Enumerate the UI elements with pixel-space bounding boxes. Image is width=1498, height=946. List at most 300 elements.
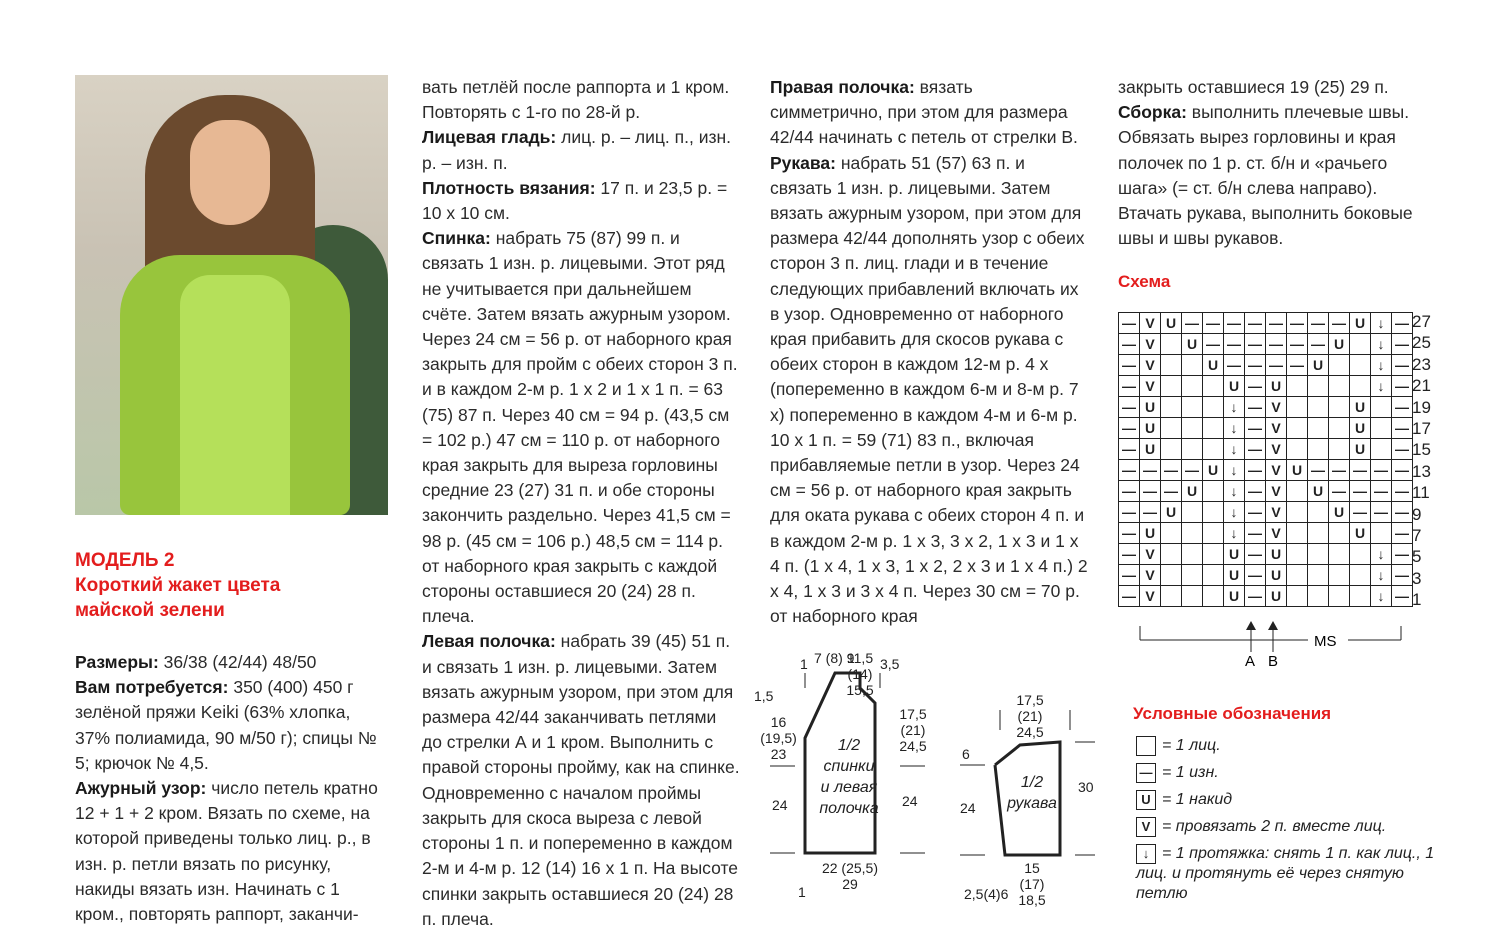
row-number: 19 <box>1412 397 1431 417</box>
d1-lower-left: 24 <box>772 797 788 813</box>
chart-cell <box>1203 418 1224 439</box>
paragraph-text: набрать 39 (45) 51 п. и связать 1 изн. р. лицевыми. Затем вязать ажурным узором, при этом для размера 42/44 заканчивать петлями до стрелки А и 1 кром. Выполнить с правой стороны пройму, как на спинке. Одновременно с началом проймы закрыть для скоса выреза с левой стороны 1 п. и попеременно в каждом 2-м и 4-м р. 12 (14) 16 х 1 п. На высоте спинки закрыть оставшиеся 20 (24) 28 п. плеча. <box>422 631 740 929</box>
chart-cell: — <box>1119 523 1140 544</box>
paragraph-text: 36/38 (42/44) 48/50 <box>158 652 317 672</box>
chart-cell: — <box>1224 355 1245 376</box>
photo-face <box>190 120 270 225</box>
chart-cell: V <box>1266 481 1287 502</box>
row-number: 11 <box>1412 483 1430 503</box>
chart-cell: U <box>1203 460 1224 481</box>
chart-cell <box>1308 544 1329 565</box>
paragraph <box>1118 100 1436 251</box>
scheme-title: Схема <box>1118 272 1171 291</box>
chart-row <box>1119 418 1413 439</box>
chart-cell: ↓ <box>1371 334 1392 355</box>
chart-cell: V <box>1266 439 1287 460</box>
chart-cell: ↓ <box>1371 313 1392 334</box>
chart-cell: — <box>1392 334 1413 355</box>
chart-row <box>1119 334 1413 355</box>
model-title <box>75 548 280 623</box>
chart-cell: — <box>1371 502 1392 523</box>
chart-cell: — <box>1245 565 1266 586</box>
chart-cell: — <box>1350 502 1371 523</box>
chart-cell: — <box>1119 565 1140 586</box>
chart-cell <box>1161 523 1182 544</box>
chart-cell <box>1287 523 1308 544</box>
chart-row <box>1119 376 1413 397</box>
chart-cell: — <box>1308 334 1329 355</box>
chart-row <box>1119 355 1413 376</box>
legend-item <box>1136 763 1219 783</box>
d2-right: 30 <box>1078 779 1094 795</box>
chart-cell <box>1308 586 1329 607</box>
chart-cell: U <box>1329 502 1350 523</box>
chart-cell: U <box>1203 355 1224 376</box>
chart-cell <box>1350 586 1371 607</box>
chart-cell: ↓ <box>1224 502 1245 523</box>
chart-row <box>1119 313 1413 334</box>
chart-cell <box>1182 418 1203 439</box>
chart-cell: U <box>1350 313 1371 334</box>
chart-cell: — <box>1245 460 1266 481</box>
chart-cell <box>1287 376 1308 397</box>
chart-cell: — <box>1140 502 1161 523</box>
paragraph <box>770 151 1088 630</box>
chart-cell: — <box>1224 334 1245 355</box>
chart-cell: — <box>1371 460 1392 481</box>
paragraph-label: Размеры: <box>75 652 159 672</box>
chart-cell <box>1161 544 1182 565</box>
paragraph-label: Ажурный узор: <box>75 778 207 799</box>
chart-cell: ↓ <box>1224 460 1245 481</box>
chart-cell: — <box>1161 481 1182 502</box>
model-title-line2: Короткий жакет цвета <box>75 575 281 596</box>
legend-item <box>1136 844 1436 904</box>
chart-cell <box>1329 355 1350 376</box>
chart-cell: — <box>1392 523 1413 544</box>
d1-left-height: 16 (19,5) 23 <box>760 714 797 762</box>
paragraph-text: набрать 75 (87) 99 п. и связать 1 изн. р. лицевыми. Этот ряд не учитывается при дальнейшем счёте. Затем вязать ажурным узором. Через 24 см = 56 р. от наборного края закрыть для пройм с обеих сторон 3 п. и в каждом 2-м р. 1 х 2 и 1 х 1 п. = 63 (75) 87 п. Через 40 см = 94 р. (43,5 см = 102 р.) 47 см = 110 р. от наборного края закрыть для выреза горловины средние 23 (27) 31 п. и обе стороны закончить раздельно. Через 41,5 см = 98 р. (45 см = 106 р.) 48,5 см = 114 р. от наборного края закрыть с каждой стороны оставшиеся 20 (24) 28 п. плеча. <box>422 228 738 627</box>
chart-cell: V <box>1140 586 1161 607</box>
paragraph-text: 350 (400) 450 г зелёной пряжи Keiki (63% хлопка, 37% полиамида, 90 м/50 г); спицы № 5; крючок № 4,5. <box>75 677 377 773</box>
chart-cell: — <box>1266 334 1287 355</box>
d1-top-widths: 7 (8) 9 <box>814 650 855 666</box>
row-number: 21 <box>1412 376 1431 396</box>
paragraph <box>422 125 740 175</box>
chart-cell: — <box>1392 397 1413 418</box>
chart-cell: — <box>1161 460 1182 481</box>
chart-cell: — <box>1203 334 1224 355</box>
chart-cell: V <box>1140 544 1161 565</box>
legend-item <box>1136 817 1386 837</box>
chart-cell: — <box>1287 334 1308 355</box>
model-photo <box>75 75 388 515</box>
row-number: 17 <box>1412 419 1431 438</box>
legend-text: = 1 протяжка: снять 1 п. как лиц., 1 лиц. и протянуть её через снятую петлю <box>1136 845 1435 903</box>
chart-cell: V <box>1266 523 1287 544</box>
chart-cell: — <box>1329 313 1350 334</box>
chart-cell <box>1182 355 1203 376</box>
chart-cell: U <box>1140 439 1161 460</box>
chart-cell: — <box>1329 481 1350 502</box>
chart-cell: — <box>1224 313 1245 334</box>
legend-text: = провязать 2 п. вместе лиц. <box>1162 818 1387 836</box>
legend-symbol-icon: V <box>1136 817 1156 837</box>
paragraph <box>75 675 390 776</box>
chart-cell: — <box>1140 460 1161 481</box>
chart-row <box>1119 523 1413 544</box>
chart-cell: U <box>1350 439 1371 460</box>
chart-cell: — <box>1392 544 1413 565</box>
chart-cell <box>1182 565 1203 586</box>
d1-bottom: 22 (25,5) 29 <box>821 860 879 892</box>
chart-cell: — <box>1245 502 1266 523</box>
paragraph-text: 17 п. и 23,5 р. = 10 х 10 см. <box>422 177 728 224</box>
chart-cell: — <box>1392 586 1413 607</box>
chart-cell <box>1329 586 1350 607</box>
chart-cell <box>1287 418 1308 439</box>
d1-right-height: 17,5 (21) 24,5 <box>899 706 927 754</box>
chart-cell <box>1203 376 1224 397</box>
chart-cell <box>1350 355 1371 376</box>
d1-mid-width: 11,5 (14) 15,5 <box>846 650 874 698</box>
legend-symbol-icon: ↓ <box>1136 844 1156 864</box>
row-number: 27 <box>1412 312 1431 331</box>
paragraph <box>422 226 740 629</box>
chart-cell: — <box>1182 460 1203 481</box>
chart-cell <box>1308 502 1329 523</box>
chart-cell: U <box>1287 460 1308 481</box>
chart-cell: V <box>1140 376 1161 397</box>
chart-cell: U <box>1140 418 1161 439</box>
chart-cell <box>1329 523 1350 544</box>
legend-item <box>1136 736 1221 756</box>
chart-cell: — <box>1392 418 1413 439</box>
legend-symbol-icon: U <box>1136 790 1156 810</box>
chart-cell: U <box>1224 376 1245 397</box>
chart-cell: — <box>1350 481 1371 502</box>
text-column-1 <box>75 650 390 927</box>
chart-cell: — <box>1119 460 1140 481</box>
chart-cell: V <box>1266 502 1287 523</box>
chart-cell: — <box>1392 460 1413 481</box>
chart-cell <box>1203 397 1224 418</box>
paragraph-label: Правая полочка: <box>770 77 915 97</box>
legend-symbol-icon: — <box>1136 763 1156 783</box>
chart-cell: — <box>1245 481 1266 502</box>
chart-cell: — <box>1245 523 1266 544</box>
chart-cell <box>1287 397 1308 418</box>
chart-cell <box>1371 397 1392 418</box>
chart-row <box>1119 481 1413 502</box>
chart-cell: U <box>1161 313 1182 334</box>
chart-cell: — <box>1245 544 1266 565</box>
marker-a: A <box>1245 653 1256 668</box>
paragraph-text: выполнить плечевые швы. Обвязать вырез горловины и края полочек по 1 р. ст. б/н и «рачьего шага» (= ст. б/н слева направо). Втачать рукава, выполнить боковые швы и швы рукавов. <box>1118 102 1413 249</box>
d2-left-top: 6 <box>962 746 970 762</box>
chart-cell <box>1308 376 1329 397</box>
chart-cell: — <box>1266 313 1287 334</box>
chart-cell <box>1350 334 1371 355</box>
chart-cell: ↓ <box>1224 397 1245 418</box>
chart-cell: — <box>1119 355 1140 376</box>
chart-cell: — <box>1119 334 1140 355</box>
chart-cell: U <box>1350 418 1371 439</box>
legend-symbol-icon <box>1136 736 1156 756</box>
chart-cell: — <box>1119 502 1140 523</box>
chart-cell: — <box>1308 460 1329 481</box>
chart-cell: U <box>1224 544 1245 565</box>
chart-cell <box>1371 439 1392 460</box>
chart-cell: V <box>1140 334 1161 355</box>
chart-cell <box>1308 523 1329 544</box>
chart-cell: ↓ <box>1371 565 1392 586</box>
chart-cell: — <box>1245 355 1266 376</box>
chart-cell: ↓ <box>1224 523 1245 544</box>
chart-row <box>1119 502 1413 523</box>
d1-bottom-left: 1 <box>798 884 806 900</box>
model-title-line1: МОДЕЛЬ 2 <box>75 550 175 571</box>
d1-right-shoulder: 3,5 <box>880 656 900 672</box>
chart-cell: — <box>1308 313 1329 334</box>
chart-cell <box>1287 439 1308 460</box>
chart-cell <box>1287 481 1308 502</box>
chart-cell: — <box>1245 397 1266 418</box>
chart-cell: V <box>1140 565 1161 586</box>
paragraph-text: число петель кратно 12 + 1 + 2 кром. Вязать по схеме, на которой приведены только лиц. р., в изн. р. петли вязать по рисунку, накиды вязать изн. Начинать с 1 кром., повторять раппорт, заканчи- <box>75 778 378 925</box>
chart-cell <box>1371 418 1392 439</box>
chart-cell: U <box>1266 544 1287 565</box>
chart-cell <box>1308 418 1329 439</box>
d2-left-bottom: 24 <box>960 800 976 816</box>
d2-label: 1/2 рукава <box>1007 774 1057 812</box>
chart-cell <box>1308 565 1329 586</box>
chart-row <box>1119 586 1413 607</box>
chart-cell <box>1182 397 1203 418</box>
legend-text: = 1 изн. <box>1162 764 1219 782</box>
d2-top: 17,5 (21) 24,5 <box>1016 692 1044 740</box>
chart-cell: — <box>1245 418 1266 439</box>
chart-cell: — <box>1140 481 1161 502</box>
chart-cell: V <box>1140 313 1161 334</box>
chart-cell: U <box>1182 481 1203 502</box>
paragraph-label: Лицевая гладь: <box>422 127 557 148</box>
chart-cell: V <box>1266 460 1287 481</box>
chart-cell: — <box>1392 355 1413 376</box>
chart-cell <box>1203 565 1224 586</box>
chart-cell: U <box>1308 355 1329 376</box>
chart-row <box>1119 397 1413 418</box>
chart-cell: ↓ <box>1371 376 1392 397</box>
chart-cell <box>1161 376 1182 397</box>
chart-cell <box>1161 586 1182 607</box>
chart-cell <box>1329 418 1350 439</box>
paragraph-text: лиц. р. – лиц. п., изн. р. – изн. п. <box>422 127 732 173</box>
chart-cell: U <box>1266 565 1287 586</box>
d2-bottom-left: 2,5(4)6 <box>964 886 1009 902</box>
chart-cell: — <box>1245 586 1266 607</box>
chart-cell <box>1308 397 1329 418</box>
paragraph-label: Рукава: <box>770 152 836 173</box>
legend-text: = 1 лиц. <box>1162 737 1221 755</box>
d2-bottom: 15 (17) 18,5 <box>1018 860 1046 908</box>
chart-cell <box>1182 502 1203 523</box>
chart-cell: — <box>1392 565 1413 586</box>
chart-cell <box>1350 565 1371 586</box>
chart-cell <box>1182 523 1203 544</box>
paragraph <box>1118 75 1436 100</box>
chart-grid <box>1118 312 1413 607</box>
paragraph-label: Левая полочка: <box>422 631 556 652</box>
chart-cell <box>1161 418 1182 439</box>
chart-cell: — <box>1371 481 1392 502</box>
paragraph-label: Сборка: <box>1118 102 1187 123</box>
row-number: 25 <box>1412 333 1431 353</box>
chart-cell <box>1329 565 1350 586</box>
legend-item <box>1136 790 1232 810</box>
paragraph-text: вязать симметрично, при этом для размера 42/44 начинать с петель от стрелки В. <box>770 77 1078 148</box>
row-number: 15 <box>1412 440 1431 460</box>
chart-cell <box>1287 565 1308 586</box>
marker-b: B <box>1268 653 1279 668</box>
photo-green-top <box>180 275 290 515</box>
chart-cell <box>1287 544 1308 565</box>
chart-row <box>1119 565 1413 586</box>
rapport-label: MS <box>1314 633 1337 650</box>
text-column-3 <box>770 75 1088 629</box>
chart-cell <box>1161 565 1182 586</box>
paragraph-text: вать петлёй после раппорта и 1 кром. Повторять с 1-го по 28-й р. <box>422 77 730 123</box>
paragraph-label: Плотность вязания: <box>422 177 596 198</box>
chart-cell: — <box>1119 418 1140 439</box>
chart-cell: — <box>1119 481 1140 502</box>
chart-cell: ↓ <box>1224 418 1245 439</box>
paragraph-label: Вам потребуется: <box>75 677 229 698</box>
row-number: 3 <box>1412 568 1422 588</box>
row-number: 13 <box>1412 461 1431 481</box>
row-number: 1 <box>1412 590 1422 610</box>
row-number: 23 <box>1412 354 1431 374</box>
d1-label: 1/2 спинки и левая полочка <box>819 737 879 817</box>
chart-cell: U <box>1350 523 1371 544</box>
chart-cell: ↓ <box>1371 586 1392 607</box>
chart-cell: — <box>1245 439 1266 460</box>
chart-cell: — <box>1119 544 1140 565</box>
chart-cell: — <box>1392 439 1413 460</box>
chart-cell: — <box>1350 460 1371 481</box>
text-column-4 <box>1118 75 1436 251</box>
chart-cell <box>1203 544 1224 565</box>
chart-cell: — <box>1119 313 1140 334</box>
paragraph <box>422 176 740 226</box>
chart-cell: — <box>1119 439 1140 460</box>
chart-cell <box>1182 439 1203 460</box>
row-number: 5 <box>1412 547 1422 567</box>
chart-cell <box>1329 439 1350 460</box>
chart-cell <box>1161 355 1182 376</box>
chart-cell <box>1182 586 1203 607</box>
chart-cell: — <box>1245 334 1266 355</box>
chart-cell: — <box>1329 460 1350 481</box>
chart-cell: — <box>1266 355 1287 376</box>
chart-cell: U <box>1224 565 1245 586</box>
chart-cell <box>1203 586 1224 607</box>
knitting-chart <box>1118 312 1413 607</box>
chart-cell: — <box>1245 376 1266 397</box>
chart-cell <box>1329 544 1350 565</box>
chart-cell: U <box>1308 481 1329 502</box>
chart-cell: — <box>1119 586 1140 607</box>
chart-cell: ↓ <box>1224 439 1245 460</box>
chart-cell: ↓ <box>1371 355 1392 376</box>
paragraph <box>75 776 390 927</box>
chart-cell: U <box>1350 397 1371 418</box>
chart-cell <box>1182 376 1203 397</box>
paragraph-label: Спинка: <box>422 228 491 249</box>
chart-cell <box>1287 586 1308 607</box>
legend-title: Условные обозначения <box>1133 704 1332 723</box>
chart-cell: U <box>1224 586 1245 607</box>
chart-cell <box>1287 502 1308 523</box>
d1-left-shoulder: 1 <box>800 656 808 672</box>
paragraph <box>770 75 1088 151</box>
d1-left-edge: 1,5 <box>754 688 774 704</box>
chart-cell <box>1329 397 1350 418</box>
row-number: 7 <box>1412 526 1422 545</box>
chart-cell: — <box>1392 481 1413 502</box>
chart-cell: — <box>1119 397 1140 418</box>
chart-cell: — <box>1119 376 1140 397</box>
paragraph-text: закрыть оставшиеся 19 (25) 29 п. <box>1118 77 1389 97</box>
chart-cell: — <box>1392 313 1413 334</box>
chart-cell: V <box>1266 397 1287 418</box>
chart-markers <box>1118 618 1418 668</box>
chart-cell: — <box>1287 355 1308 376</box>
chart-cell <box>1329 376 1350 397</box>
chart-cell: — <box>1392 376 1413 397</box>
chart-cell: U <box>1266 586 1287 607</box>
chart-cell <box>1371 523 1392 544</box>
chart-row <box>1119 439 1413 460</box>
chart-row <box>1119 460 1413 481</box>
chart-cell <box>1161 397 1182 418</box>
chart-cell <box>1161 439 1182 460</box>
model-title-line3: майской зелени <box>75 600 225 621</box>
text-column-2 <box>422 75 740 932</box>
chart-cell: U <box>1266 376 1287 397</box>
chart-cell: U <box>1161 502 1182 523</box>
chart-cell <box>1203 502 1224 523</box>
chart-cell <box>1203 481 1224 502</box>
chart-cell: — <box>1182 313 1203 334</box>
chart-cell: ↓ <box>1224 481 1245 502</box>
chart-cell: — <box>1287 313 1308 334</box>
chart-cell: — <box>1245 313 1266 334</box>
chart-cell: U <box>1329 334 1350 355</box>
paragraph <box>75 650 390 675</box>
legend-text: = 1 накид <box>1162 791 1233 809</box>
chart-cell <box>1203 523 1224 544</box>
chart-cell: U <box>1140 523 1161 544</box>
chart-cell: — <box>1203 313 1224 334</box>
d1-lower-right: 24 <box>902 793 918 809</box>
chart-cell <box>1350 544 1371 565</box>
chart-row <box>1119 544 1413 565</box>
chart-cell <box>1182 544 1203 565</box>
paragraph <box>422 629 740 931</box>
chart-cell <box>1161 334 1182 355</box>
chart-cell <box>1308 439 1329 460</box>
